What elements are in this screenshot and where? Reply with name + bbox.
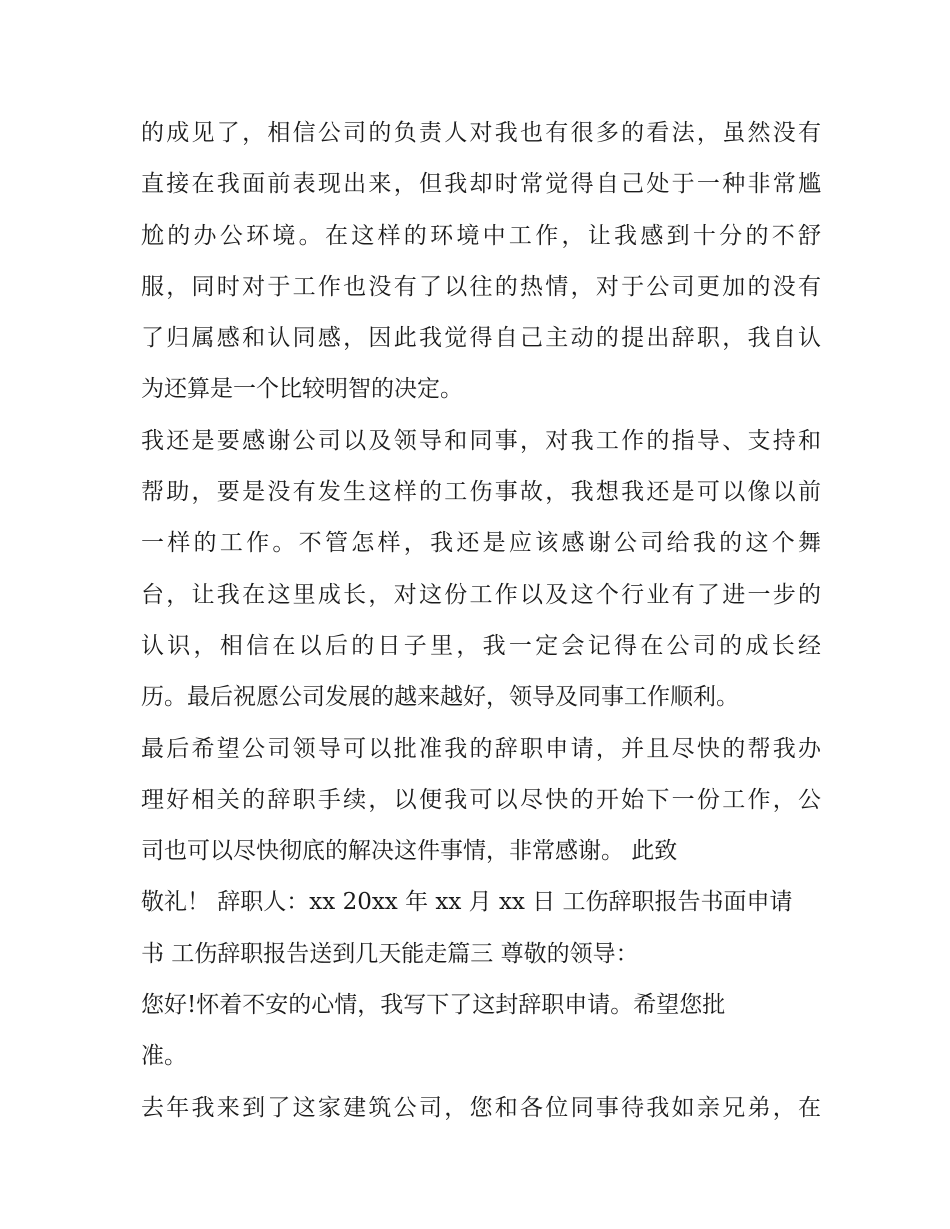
text-line: 您好!怀着不安的心情，我写下了这封辞职申请。希望您批 [141,992,726,1019]
text-line: 为还算是一个比较明智的决定。 [141,376,463,403]
text-line: 了归属感和认同感，因此我觉得自己主动的提出辞职，我自认 [141,325,821,352]
text-line: 我还是要感谢公司以及领导和同事，对我工作的指导、支持和 [141,427,821,454]
text-line: 理好相关的辞职手续，以便我可以尽快的开始下一份工作，公 [141,786,821,813]
text-line: 历。最后祝愿公司发展的越来越好，领导及同事工作顺利。 [141,684,739,711]
text-line: 认识，相信在以后的日子里，我一定会记得在公司的成长经 [141,632,821,659]
text-line: 准。 [141,1043,187,1070]
text-line: 一样的工作。不管怎样，我还是应该感谢公司给我的这个舞 [141,530,821,557]
text-line: 敬礼！ 辞职人：xx 20xx 年 xx 月 xx 日 工伤辞职报告书面申请 [141,889,793,916]
text-line: 去年我来到了这家建筑公司，您和各位同事待我如亲兄弟，在 [141,1094,821,1121]
text-line: 尬的办公环境。在这样的环境中工作，让我感到十分的不舒 [141,222,821,249]
text-line: 书 工伤辞职报告送到几天能走篇三 尊敬的领导： [141,940,639,967]
text-line: 帮助，要是没有发生这样的工伤事故，我想我还是可以像以前 [141,479,821,506]
document-body [141,108,821,1134]
text-line: 司也可以尽快彻底的解决这件事情，非常感谢。 此致 [141,838,678,865]
text-line: 直接在我面前表现出来，但我却时常觉得自己处于一种非常尴 [141,171,821,198]
text-line: 服，同时对于工作也没有了以往的热情，对于公司更加的没有 [141,273,821,300]
text-line: 台，让我在这里成长，对这份工作以及这个行业有了进一步的 [141,581,821,608]
text-line: 的成见了，相信公司的负责人对我也有很多的看法，虽然没有 [141,120,821,146]
text-line: 最后希望公司领导可以批准我的辞职申请，并且尽快的帮我办 [141,735,821,762]
